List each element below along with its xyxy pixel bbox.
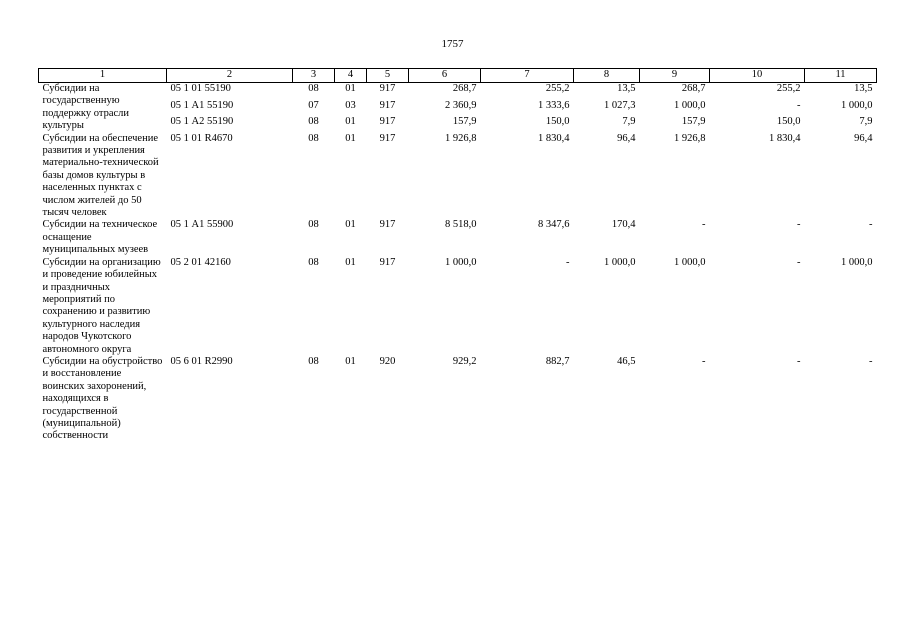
budget-code: 05 1 А2 55190 (170, 116, 234, 128)
subsection-code: 01 (345, 219, 356, 231)
budget-code: 05 1 01 R4670 (170, 132, 233, 144)
row-name: Субсидии на организацию и проведение юбилейных и праздничных мероприятий по сохранению и развитию культурного наследия народов Чукотского автономного округа (42, 256, 161, 355)
regional-amount: 13,5 (617, 83, 636, 94)
header-cell: 1 (39, 69, 167, 83)
federal-amount-next: 1 830,4 (769, 132, 801, 144)
regional-amount-next: 1 000,0 (841, 99, 873, 111)
section-code: 08 (308, 256, 319, 268)
admin-code: 917 (379, 83, 396, 94)
federal-amount: 1 333,6 (538, 99, 570, 111)
federal-amount: 882,7 (545, 355, 570, 367)
subsection-code: 01 (345, 83, 356, 94)
header-cell: 4 (335, 69, 367, 83)
admin-code: 917 (379, 116, 396, 128)
regional-amount: 96,4 (617, 132, 636, 144)
subsection-code: 01 (345, 116, 356, 128)
row-name: Субсидии на обустройство и восстановление воинских захоронений, находящихся в государственной (муниципальной) собственности (42, 355, 163, 442)
section-code: 08 (308, 355, 319, 367)
subsection-code: 01 (345, 355, 356, 367)
admin-code: 917 (379, 219, 396, 231)
table-row (39, 83, 877, 100)
total-amount: 1 926,8 (445, 132, 477, 144)
section-code: 08 (308, 219, 319, 231)
regional-amount-next: 96,4 (854, 132, 873, 144)
federal-amount-next: - (797, 355, 801, 367)
total-amount: 2 360,9 (445, 99, 477, 111)
total-amount-next: 157,9 (681, 116, 706, 128)
federal-amount-next: - (797, 99, 801, 111)
header-cell: 5 (367, 69, 409, 83)
federal-amount: 150,0 (545, 116, 570, 128)
row-name: Субсидии на обеспечение развития и укрепления материально-технической базы домов культуры в населенных пунктах с числом жителей до 50 тысяч человек (42, 132, 159, 219)
total-amount-next: 1 926,8 (674, 132, 706, 144)
regional-amount: 46,5 (617, 355, 636, 367)
page-number: 1757 (441, 38, 464, 50)
regional-amount-next: 13,5 (854, 83, 873, 94)
header-cell: 9 (640, 69, 710, 83)
budget-code: 05 1 А1 55190 (170, 99, 234, 111)
budget-code: 05 2 01 42160 (170, 256, 231, 268)
total-amount: 157,9 (452, 116, 477, 128)
row-name: Субсидии на техническое оснащение муниципальных музеев (42, 219, 158, 256)
federal-amount-next: - (797, 256, 801, 268)
table-row (39, 133, 877, 220)
federal-amount-next: 150,0 (776, 116, 801, 128)
regional-amount-next: - (869, 355, 873, 367)
section-code: 07 (308, 99, 319, 111)
table-row (39, 257, 877, 356)
regional-amount: 170,4 (611, 219, 636, 231)
budget-code: 05 1 А1 55900 (170, 219, 234, 231)
federal-amount: 8 347,6 (538, 219, 570, 231)
header-cell: 3 (293, 69, 335, 83)
total-amount: 8 518,0 (445, 219, 477, 231)
header-cell: 7 (481, 69, 574, 83)
row-name: Субсидии на государственную поддержку отрасли культуры (42, 83, 130, 132)
federal-amount-next: 255,2 (776, 83, 801, 94)
federal-amount: - (566, 256, 570, 268)
total-amount-next: - (702, 355, 706, 367)
total-amount-next: 1 000,0 (674, 256, 706, 268)
table-row (39, 356, 877, 443)
regional-amount: 7,9 (622, 116, 636, 128)
header-cell: 8 (574, 69, 640, 83)
subsection-code: 01 (345, 132, 356, 144)
total-amount: 1 000,0 (445, 256, 477, 268)
federal-amount: 255,2 (545, 83, 570, 94)
header-row (39, 69, 877, 83)
admin-code: 917 (379, 99, 396, 111)
regional-amount-next: 1 000,0 (841, 256, 873, 268)
table-body (39, 83, 877, 443)
budget-code: 05 6 01 R2990 (170, 355, 233, 367)
federal-amount-next: - (797, 219, 801, 231)
admin-code: 917 (379, 256, 396, 268)
regional-amount: 1 000,0 (604, 256, 636, 268)
total-amount-next: - (702, 219, 706, 231)
federal-amount: 1 830,4 (538, 132, 570, 144)
regional-amount: 1 027,3 (604, 99, 636, 111)
section-code: 08 (308, 116, 319, 128)
header-cell: 10 (710, 69, 805, 83)
admin-code: 917 (379, 132, 396, 144)
table-row (39, 219, 877, 256)
budget-table (38, 68, 877, 443)
subsection-code: 01 (345, 256, 356, 268)
total-amount: 929,2 (452, 355, 477, 367)
section-code: 08 (308, 132, 319, 144)
header-cell: 6 (409, 69, 481, 83)
regional-amount-next: - (869, 219, 873, 231)
section-code: 08 (308, 83, 319, 94)
admin-code: 920 (379, 355, 396, 367)
header-cell: 2 (167, 69, 293, 83)
total-amount-next: 1 000,0 (674, 99, 706, 111)
budget-code: 05 1 01 55190 (170, 83, 231, 94)
header-cell: 11 (805, 69, 877, 83)
regional-amount-next: 7,9 (859, 116, 873, 128)
total-amount: 268,7 (452, 83, 477, 94)
subsection-code: 03 (345, 99, 356, 111)
total-amount-next: 268,7 (681, 83, 706, 94)
